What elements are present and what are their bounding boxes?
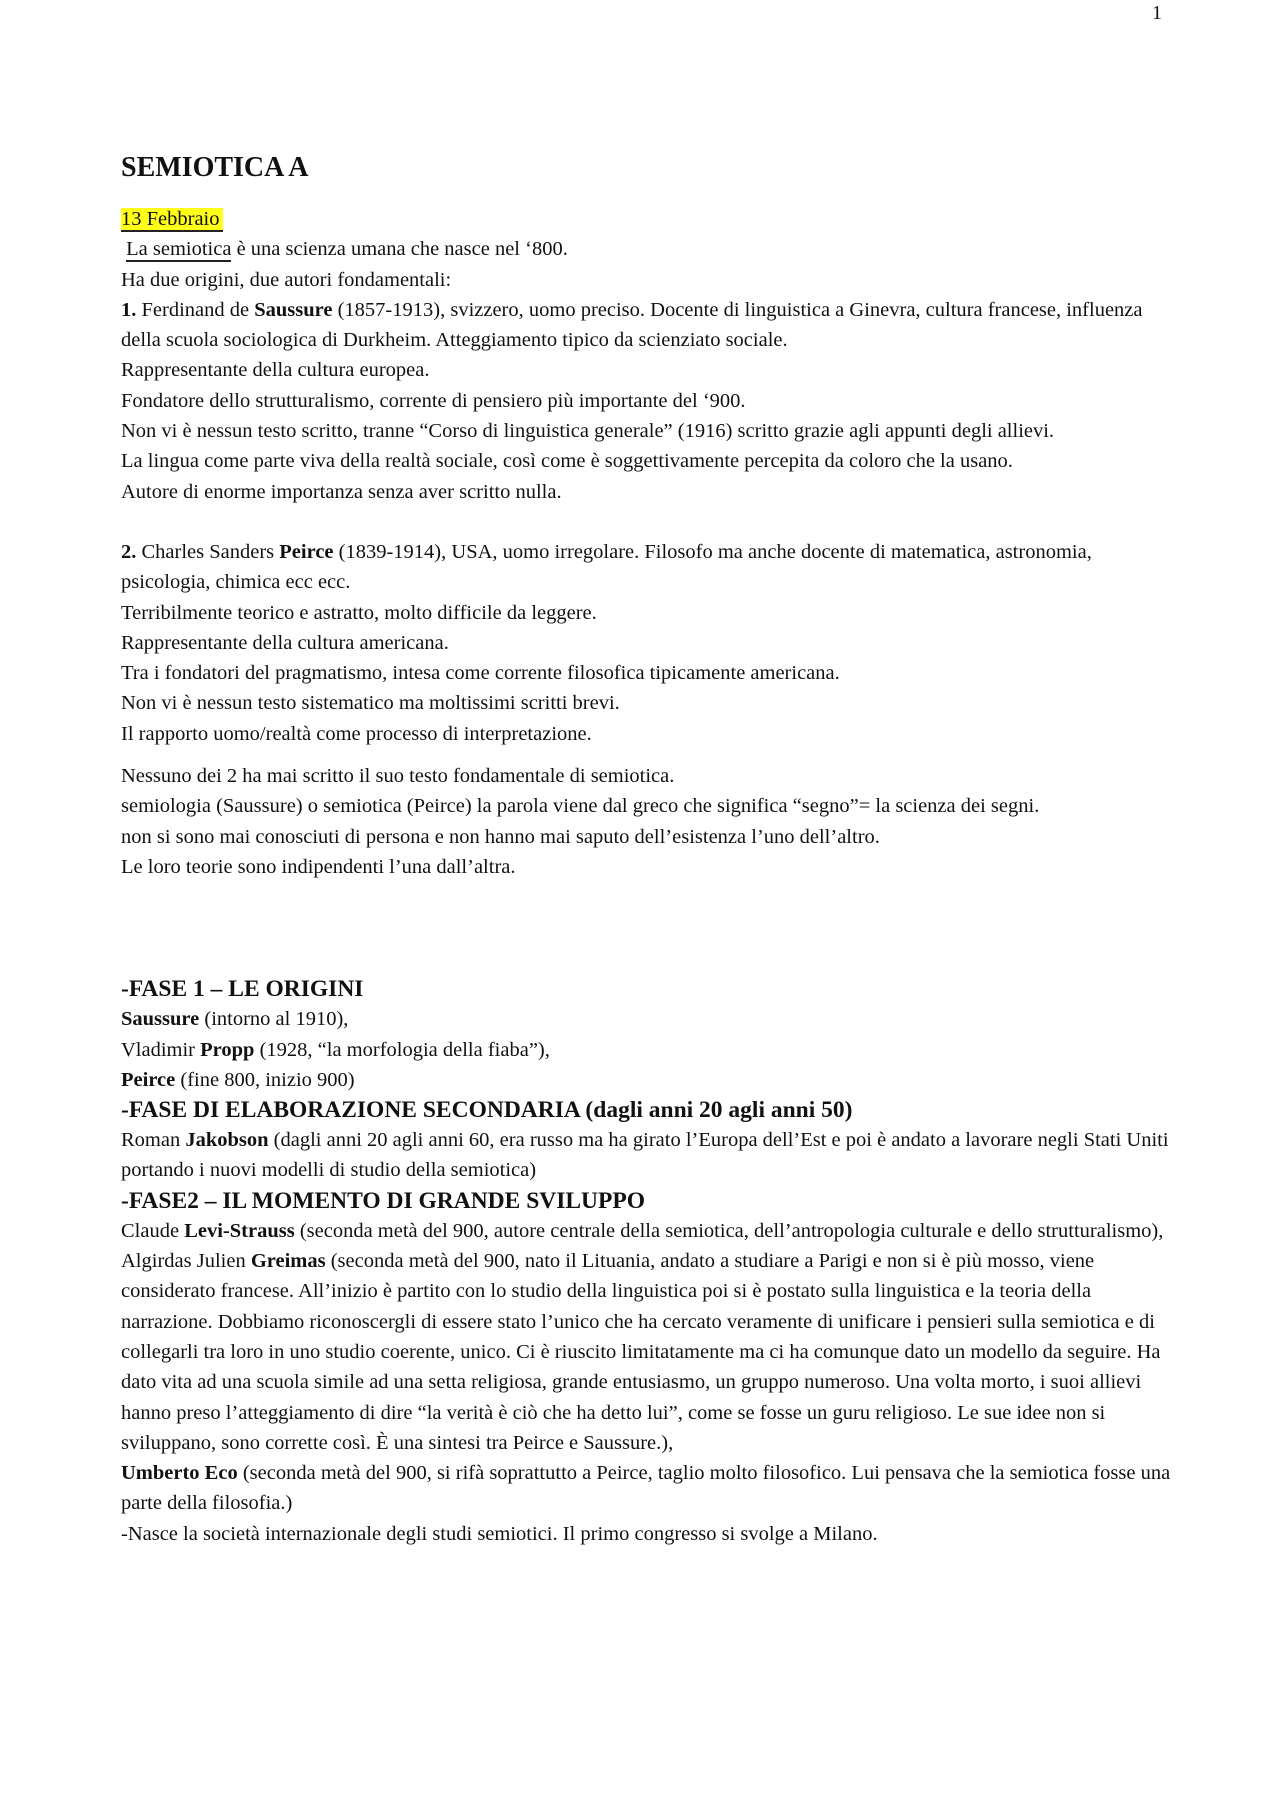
fase-secondaria-heading: -FASE DI ELABORAZIONE SECONDARIA (dagli anni 20 agli anni 50): [121, 1097, 853, 1124]
peirce-number: 2.: [121, 540, 137, 563]
summary-line: semiologia (Saussure) o semiotica (Peirce) la parola viene dal greco che significa “segno”= la scienza dei segni.: [121, 795, 1040, 818]
eco-rest: (seconda metà del 900, si rifà soprattutto a Peirce, taglio molto filosofico. Lui pensava che la semiotica fosse una parte della filosofia.): [121, 1462, 1171, 1515]
greimas-pre: Algirdas Julien: [121, 1250, 251, 1273]
jakobson-pre: Roman: [121, 1129, 186, 1152]
saussure-line: Fondatore dello strutturalismo, corrente di pensiero più importante del ‘900.: [121, 389, 746, 412]
fase1-saussure: [121, 1004, 1171, 1034]
greimas-rest: (seconda metà del 900, nato il Lituania, andato a studiare a Parigi e non si è più mosso, viene considerato francese. All’inizio è partito con lo studio della linguistica poi si è postato sulla linguistica e la teoria della narrazione. Dobbiamo riconoscergli di essere stato l’unico che ha cercato veramente di unificare i pensieri sulla semiotica e di collegarli tra loro in uno studio coerente, unico. Ci è riuscito limitatamente ma ci ha comunque dato un modello da seguire. Ha dato vita ad una scuola simile ad una setta religiosa, grande entusiasmo, un gruppo numeroso. Una volta morto, i suoi allievi hanno preso l’atteggiamento di dire “la verità è ciò che ha detto lui”, come se fosse un guru religioso. Le sue idee non si sviluppano, sono corrette così. È una sintesi tra Peirce e Saussure.),: [121, 1250, 1161, 1454]
fase1-peirce: [121, 1065, 1171, 1095]
fase1-heading: -FASE 1 – LE ORIGINI: [121, 976, 364, 1003]
fase1-propp-pre: Vladimir: [121, 1038, 201, 1061]
levi-strauss-name: Levi-Strauss: [184, 1219, 295, 1242]
greimas-name: Greimas: [250, 1250, 326, 1273]
document-title: SEMIOTICA A: [121, 152, 309, 183]
peirce-post: (1839-1914), USA, uomo irregolare. Filosofo ma anche docente di matematica, astronomia, psicologia, chimica ecc ecc.: [121, 540, 1092, 594]
peirce-pre: Charles Sanders: [136, 540, 280, 563]
eco-name: Umberto Eco: [121, 1462, 238, 1485]
intro-rest: è una scienza umana che nasce nel ‘800.: [231, 238, 568, 261]
saussure-post: (1857-1913), svizzero, uomo preciso. Docente di linguistica a Ginevra, cultura francese, influenza della scuola sociologica di Durkheim. Atteggiamento tipico da scienziato sociale.: [121, 298, 1143, 352]
fase1-peirce-name: Peirce: [121, 1068, 176, 1091]
intro-line-2: Ha due origini, due autori fondamentali:: [121, 268, 452, 291]
fase2-heading: -FASE2 – IL MOMENTO DI GRANDE SVILUPPO: [121, 1187, 646, 1214]
saussure-pre: Ferdinand de: [136, 298, 255, 321]
intro-line: [121, 234, 1171, 264]
levi-strauss-pre: Claude: [121, 1219, 185, 1242]
fase2-eco: [121, 1458, 1171, 1519]
saussure-name: Saussure: [254, 298, 333, 321]
date-line: [121, 204, 1171, 234]
saussure-number: 1.: [121, 298, 137, 321]
peirce-line: Tra i fondatori del pragmatismo, intesa come corrente filosofica tipicamente americana.: [121, 662, 840, 685]
fase1-propp-rest: (1928, “la morfologia della fiaba”),: [254, 1038, 550, 1061]
fase2-greimas: [121, 1246, 1171, 1458]
saussure-line: Autore di enorme importanza senza aver scritto nulla.: [121, 480, 562, 503]
saussure-line: Rappresentante della cultura europea.: [121, 359, 430, 382]
date-highlight: 13 Febbraio: [121, 208, 223, 232]
summary-line: non si sono mai conosciuti di persona e non hanno mai saputo dell’esistenza l’uno dell’altro.: [121, 825, 880, 848]
fase2-final: -Nasce la società internazionale degli studi semiotici. Il primo congresso si svolge a Milano.: [121, 1522, 878, 1545]
peirce-name: Peirce: [279, 540, 334, 563]
intro-underlined: La semiotica: [126, 238, 232, 261]
fase1-propp: [121, 1035, 1171, 1065]
fase1-peirce-rest: (fine 800, inizio 900): [175, 1068, 355, 1091]
saussure-line: La lingua come parte viva della realtà sociale, così come è soggettivamente percepita da coloro che la usano.: [121, 450, 1013, 473]
saussure-paragraph: [121, 295, 1171, 356]
fase-secondaria-jakobson: [121, 1125, 1171, 1186]
fase2-levi-strauss: [121, 1216, 1171, 1246]
jakobson-name: Jakobson: [185, 1129, 269, 1152]
peirce-line: Non vi è nessun testo sistematico ma moltissimi scritti brevi.: [121, 692, 620, 715]
saussure-line: Non vi è nessun testo scritto, tranne “Corso di linguistica generale” (1916) scritto grazie agli appunti degli allievi.: [121, 420, 1055, 443]
page-number: 1: [1152, 2, 1162, 24]
fase1-saussure-rest: (intorno al 1910),: [199, 1008, 349, 1031]
fase1-propp-name: Propp: [200, 1038, 255, 1061]
levi-strauss-rest: (seconda metà del 900, autore centrale della semiotica, dell’antropologia culturale e dello strutturalismo),: [294, 1219, 1164, 1242]
peirce-line: Rappresentante della cultura americana.: [121, 631, 449, 654]
summary-line: Le loro teorie sono indipendenti l’una dall’altra.: [121, 855, 516, 878]
peirce-line: Terribilmente teorico e astratto, molto difficile da leggere.: [121, 601, 597, 624]
document-body: [121, 150, 1171, 1549]
peirce-paragraph: [121, 537, 1171, 598]
peirce-line: Il rapporto uomo/realtà come processo di interpretazione.: [121, 722, 592, 745]
summary-line: Nessuno dei 2 ha mai scritto il suo testo fondamentale di semiotica.: [121, 765, 675, 788]
jakobson-rest: (dagli anni 20 agli anni 60, era russo ma ha girato l’Europa dell’Est e poi è andato a lavorare negli Stati Uniti portando i nuovi modelli di studio della semiotica): [121, 1129, 1169, 1182]
fase1-saussure-name: Saussure: [121, 1008, 200, 1031]
